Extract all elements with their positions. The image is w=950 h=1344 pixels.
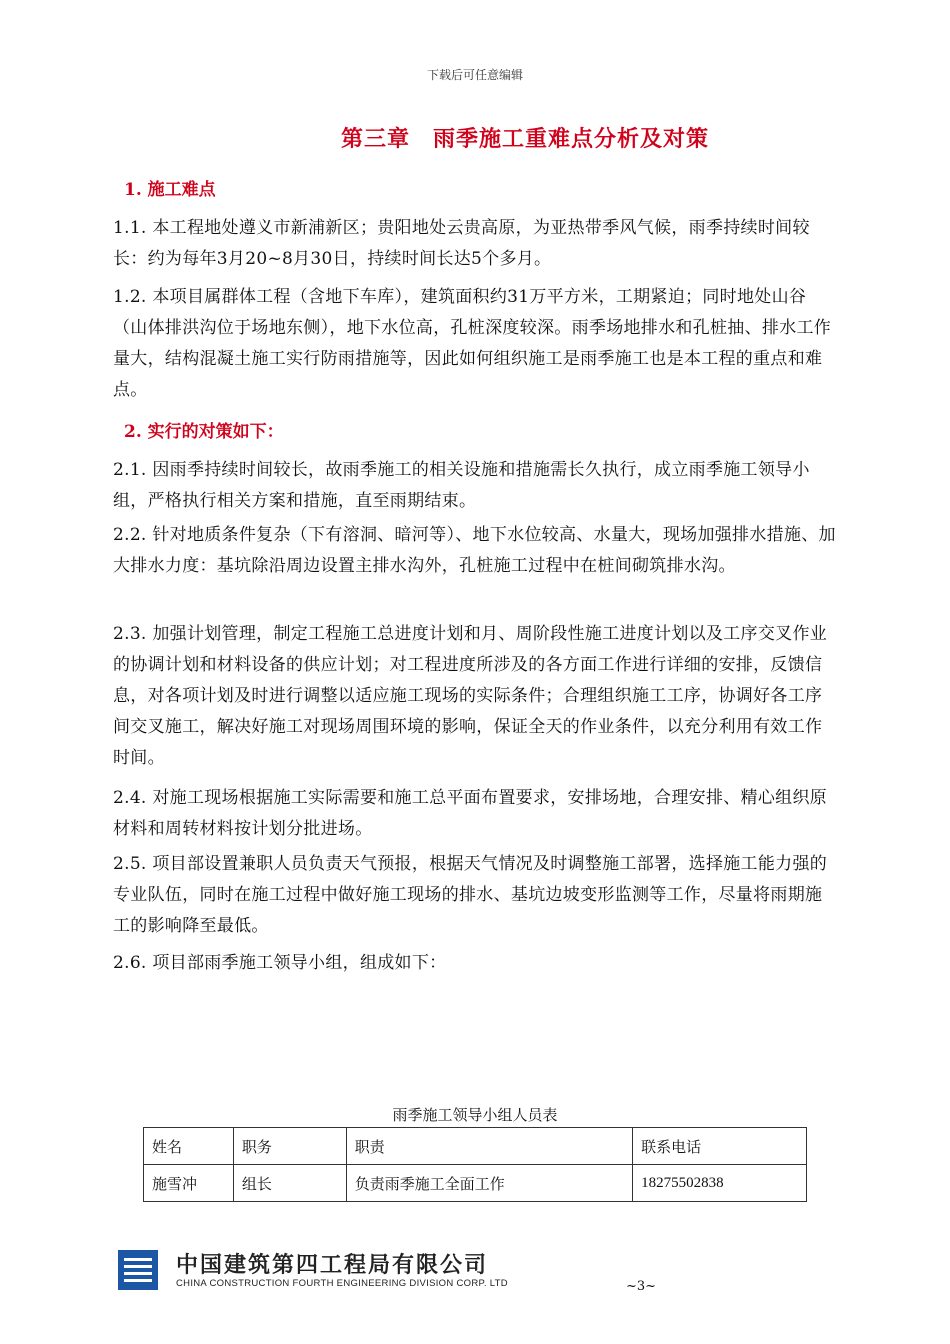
table-cell: 18275502838 [633, 1165, 807, 1202]
cscec-logo-icon [118, 1250, 158, 1290]
table-caption: 雨季施工领导小组人员表 [392, 1106, 558, 1124]
page-number: ~3~ [626, 1279, 657, 1294]
table-header-cell: 职务 [233, 1128, 346, 1165]
paragraph-2-2: 2.2. 针对地质条件复杂（下有溶洞、暗河等）、地下水位较高、水量大，现场加强排水措施、加大排水力度：基坑除沿周边设置主排水沟外，孔桩施工过程中在桩间砌筑排水沟。 [113, 525, 836, 576]
section-heading-countermeasures: 2. 实行的对策如下： [124, 422, 284, 442]
table-header-cell: 联系电话 [633, 1128, 807, 1165]
leadership-group-table [143, 1127, 807, 1202]
table-cell: 组长 [233, 1165, 346, 1202]
paragraph-2-1: 2.1. 因雨季持续时间较长，故雨季施工的相关设施和措施需长久执行，成立雨季施工领导小组，严格执行相关方案和措施，直至雨期结束。 [113, 460, 810, 511]
table-cell: 负责雨季施工全面工作 [346, 1165, 632, 1202]
table-row [144, 1165, 807, 1202]
section-heading-difficulties: 1. 施工难点 [124, 180, 216, 200]
paragraph-2-3: 2.3. 加强计划管理，制定工程施工总进度计划和月、周阶段性施工进度计划以及工序交叉作业的协调计划和材料设备的供应计划；对工程进度所涉及的各方面工作进行详细的安排，反馈信息，对各项计划及时进行调整以适应施工现场的实际条件；合理组织施工工序，协调好各工序间交叉施工，解决好施工对现场周围环境的影响，保证全天的作业条件，以充分利用有效工作时间。 [113, 624, 828, 768]
paragraph-2-4: 2.4. 对施工现场根据施工实际需要和施工总平面布置要求，安排场地，合理安排、精心组织原材料和周转材料按计划分批进场。 [113, 788, 828, 839]
paragraph-1-2: 1.2. 本项目属群体工程（含地下车库），建筑面积约31万平方米，工期紧迫；同时地处山谷（山体排洪沟位于场地东侧），地下水位高，孔桩深度较深。雨季场地排水和孔桩抽、排水工作量大，结构混凝土施工实行防雨措施等，因此如何组织施工是雨季施工也是本工程的重点和难点。 [113, 287, 832, 400]
chapter-title: 第三章 雨季施工重难点分析及对策 [340, 126, 709, 152]
table-cell: 施雪冲 [144, 1165, 234, 1202]
paragraph-1-1: 1.1. 本工程地处遵义市新浦新区；贵阳地处云贵高原，为亚热带季风气候，雨季持续时间较长：约为每年3月20~8月30日，持续时间长达5个多月。 [113, 218, 810, 269]
header-note: 下载后可任意编辑 [426, 68, 523, 82]
paragraph-2-6: 2.6. 项目部雨季施工领导小组，组成如下： [113, 953, 447, 973]
table-header-cell: 姓名 [144, 1128, 234, 1165]
table-header-row [144, 1128, 807, 1165]
footer-company-name-en: CHINA CONSTRUCTION FOURTH ENGINEERING DIVISION CORP. LTD [176, 1278, 508, 1289]
paragraph-2-5: 2.5. 项目部设置兼职人员负责天气预报，根据天气情况及时调整施工部署，选择施工能力强的专业队伍，同时在施工过程中做好施工现场的排水、基坑边坡变形监测等工作，尽量将雨期施工的影响降至最低。 [113, 854, 828, 936]
footer-company-name: 中国建筑第四工程局有限公司 [176, 1253, 489, 1278]
table-header-cell: 职责 [346, 1128, 632, 1165]
